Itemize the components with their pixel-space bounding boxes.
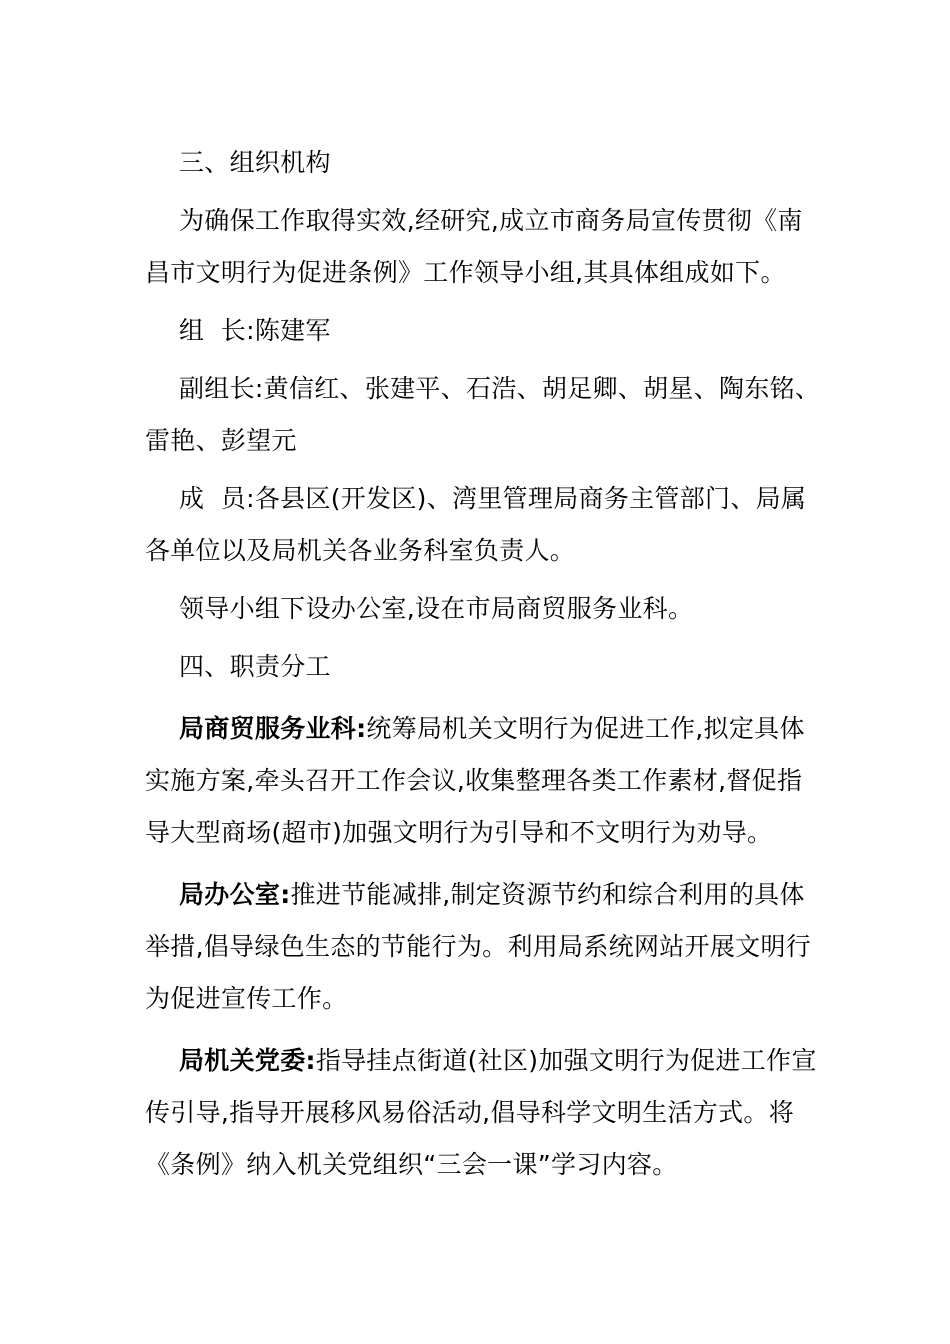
section-3-heading: 三、组织机构	[179, 148, 331, 177]
duty-paragraph	[145, 703, 825, 859]
duty-text: 指导挂点街道(社区)加强文明行为促进工作宣传引导,指导开展移风易俗活动,倡导科学文明生活方式。将《条例》纳入机关党组织“三会一课”学习内容。	[145, 1046, 817, 1179]
duty-unit: 局办公室:	[179, 880, 291, 909]
document-page	[145, 137, 825, 1201]
duty-unit: 局机关党委:	[179, 1046, 316, 1075]
duty-text: 统筹局机关文明行为促进工作,拟定具体实施方案,牵头召开工作会议,收集整理各类工作素材,督促指导大型商场(超市)加强文明行为引导和不文明行为劝导。	[145, 714, 805, 847]
office-location: 领导小组下设办公室,设在市局商贸服务业科。	[179, 594, 694, 623]
duty-paragraph	[145, 869, 825, 1025]
group-leader: 组 长:陈建军	[179, 316, 331, 345]
leadership-group-intro: 为确保工作取得实效,经研究,成立市商务局宣传贯彻《南昌市文明行为促进条例》工作领导小组,其具体组成如下。	[145, 206, 803, 287]
duty-unit: 局商贸服务业科:	[179, 714, 367, 743]
section-4-heading: 四、职责分工	[179, 652, 331, 681]
duty-paragraph	[145, 1035, 825, 1191]
deputy-leaders: 副组长:黄信红、张建平、石浩、胡足卿、胡星、陶东铭、雷艳、彭望元	[145, 374, 821, 455]
group-members: 成 员:各县区(开发区)、湾里管理局商务主管部门、局属各单位以及局机关各业务科室负责人。	[145, 484, 807, 565]
duty-text: 推进节能减排,制定资源节约和综合利用的具体举措,倡导绿色生态的节能行为。利用局系统网站开展文明行为促进宣传工作。	[145, 880, 812, 1013]
